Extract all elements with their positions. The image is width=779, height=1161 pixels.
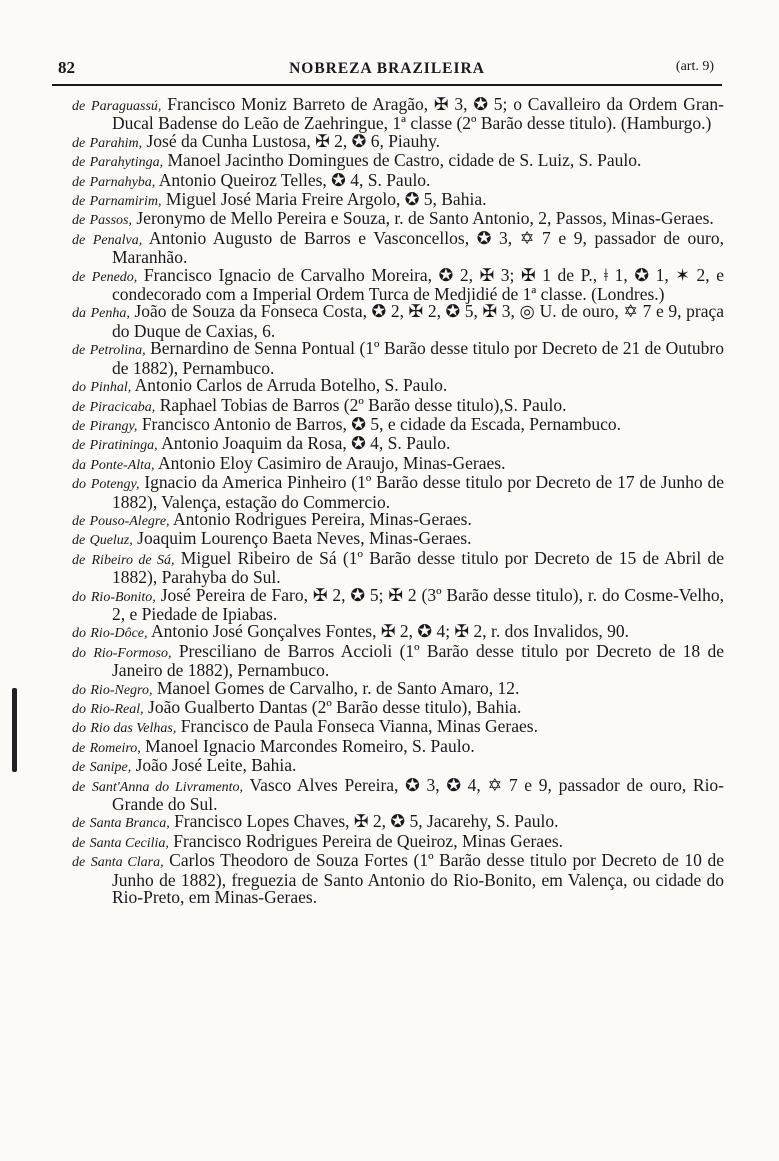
entry-title-place: Rio-Bonito, bbox=[90, 589, 156, 605]
entry-text: Manoel Jacintho Domingues de Castro, cidade de S. Luiz, S. Paulo. bbox=[167, 150, 642, 171]
entry-text: João José Leite, Bahia. bbox=[135, 755, 297, 776]
entry-title-place: Pirangy, bbox=[89, 418, 138, 434]
margin-ink-mark bbox=[12, 688, 17, 772]
entry-text: Bernardino de Senna Pontual (1º Barão desse titulo por Decreto de 21 de Outubro de 1882), Pernambuco. bbox=[112, 338, 724, 378]
entry-prefix: de bbox=[72, 740, 86, 756]
entry-text: José Pereira de Faro, ✠ 2, ✪ 5; ✠ 2 (3º Barão desse titulo), r. do Cosme-Velho, 2, e Piedade de Ipiabas. bbox=[112, 584, 724, 624]
entry-text: Miguel José Maria Freire Argolo, ✪ 5, Bahia. bbox=[165, 189, 487, 210]
entry-text: Antonio Augusto de Barros e Vasconcellos, ✪ 3, ✡ 7 e 9, passador de ouro, Maranhão. bbox=[112, 227, 724, 268]
entry bbox=[72, 774, 725, 815]
entry-title-place: Santa Branca, bbox=[89, 816, 170, 832]
entry bbox=[72, 640, 725, 681]
entry-title-place: Pinhal, bbox=[90, 380, 132, 396]
entry-prefix: de bbox=[72, 174, 86, 190]
entry-title-place: Parnamirim, bbox=[89, 194, 162, 210]
running-title: NOBREZA BRAZILEIRA bbox=[289, 60, 485, 77]
entry-prefix: do bbox=[72, 380, 86, 396]
entry bbox=[72, 547, 725, 588]
entry-prefix: de bbox=[72, 399, 86, 415]
entry-title-place: Parahytinga, bbox=[89, 155, 164, 171]
entry-text: Raphael Tobias de Barros (2º Barão desse titulo),S. Paulo. bbox=[159, 394, 567, 415]
entry bbox=[72, 227, 724, 268]
entry bbox=[72, 340, 724, 377]
entry bbox=[72, 852, 724, 906]
entry-text: Antonio José Gonçalves Fontes, ✠ 2, ✪ 4; ✠ 2, r. dos Invalidos, 90. bbox=[150, 621, 630, 642]
entry-prefix: da bbox=[72, 457, 86, 473]
entry-title-place: Potengy, bbox=[90, 477, 140, 493]
entry-title-place: Piratininga, bbox=[89, 438, 158, 454]
entry-text: Antonio Joaquim da Rosa, ✪ 4, S. Paulo. bbox=[161, 433, 451, 454]
entry-text: Jeronymo de Mello Pereira e Souza, r. de Santo Antonio, 2, Passos, Minas-Geraes. bbox=[136, 208, 714, 229]
entry-text: Manoel Ignacio Marcondes Romeiro, S. Paulo. bbox=[145, 735, 475, 756]
entry-title-place: Penalva, bbox=[92, 232, 143, 248]
entry-prefix: de bbox=[72, 816, 86, 832]
entry-text: João Gualberto Dantas (2º Barão desse titulo), Bahia. bbox=[148, 697, 522, 717]
entry bbox=[72, 474, 724, 511]
entry-title-place: Sanipe, bbox=[89, 760, 132, 776]
entry bbox=[72, 584, 724, 624]
entry-prefix: de bbox=[72, 418, 86, 434]
header-rule bbox=[52, 84, 722, 86]
entry-prefix: de bbox=[72, 835, 86, 851]
entry-prefix: de bbox=[72, 135, 86, 151]
entry-text: Vasco Alves Pereira, ✪ 3, ✪ 4, ✡ 7 e 9, passador de ouro, Rio-Grande do Sul. bbox=[112, 774, 725, 815]
entry-title-place: Rio-Negro, bbox=[90, 682, 153, 698]
entry-text: Antonio Rodrigues Pereira, Minas-Geraes. bbox=[172, 508, 472, 529]
entry-prefix: do bbox=[72, 645, 86, 661]
entry-title-place: Paraguassú, bbox=[91, 99, 162, 114]
entry-prefix: de bbox=[72, 552, 86, 568]
entry-text: Francisco Antonio de Barros, ✪ 5, e cidade da Escada, Pernambuco. bbox=[141, 413, 622, 434]
entry-prefix: de bbox=[72, 438, 86, 454]
entry-title-place: Penha, bbox=[90, 306, 130, 322]
entry-prefix: de bbox=[72, 343, 86, 359]
entry-prefix: de bbox=[72, 99, 86, 114]
entry-text: Antonio Eloy Casimiro de Araujo, Minas-Geraes. bbox=[157, 452, 506, 473]
article-note: (art. 9) bbox=[675, 59, 714, 74]
entry-text: Miguel Ribeiro de Sá (1º Barão desse titulo por Decreto de 15 de Abril de 1882), Parahyba do Sul. bbox=[112, 547, 725, 588]
entry-prefix: de bbox=[72, 194, 86, 210]
entry-text: João de Souza da Fonseca Costa, ✪ 2, ✠ 2, ✪ 5, ✠ 3, ◎ U. de ouro, ✡ 7 e 9, praça do Duque de Caxias, 6. bbox=[112, 301, 725, 341]
entry-text: Antonio Carlos de Arruda Botelho, S. Paulo. bbox=[134, 375, 448, 396]
entry-prefix: do bbox=[72, 589, 86, 605]
entry-title-place: Rio das Velhas, bbox=[90, 721, 177, 737]
entry-title-place: Parahim, bbox=[89, 135, 143, 151]
entry-title-place: Petrolina, bbox=[89, 343, 146, 359]
entry-prefix: de bbox=[72, 155, 86, 171]
entry-prefix: do bbox=[72, 626, 86, 642]
entry-title-place: Pouso-Alegre, bbox=[89, 513, 170, 529]
page-number: 82 bbox=[58, 58, 75, 77]
entry-prefix: do bbox=[72, 721, 86, 737]
entry-title-place: Queluz, bbox=[89, 533, 133, 549]
entry-prefix: do bbox=[72, 477, 86, 493]
entry-text: Francisco Moniz Barreto de Aragão, ✠ 3, ✪ 5; o Cavalleiro da Ordem Gran-Ducal Badense do Leão de Zaehringue, 1ª classe (2º Barão desse titulo). (Hamburgo.) bbox=[112, 94, 725, 134]
entry-title-place: Rio-Formoso, bbox=[93, 645, 172, 661]
entry-title-place: Passos, bbox=[89, 213, 132, 229]
entry-text: Antonio Queiroz Telles, ✪ 4, S. Paulo. bbox=[158, 169, 431, 190]
entry-prefix: de bbox=[72, 533, 86, 549]
entry-text: Francisco Lopes Chaves, ✠ 2, ✪ 5, Jacarehy, S. Paulo. bbox=[174, 811, 559, 832]
entry-prefix: do bbox=[72, 702, 86, 717]
entry-title-place: Sant'Anna do Livramento, bbox=[91, 779, 244, 795]
entry-prefix: de bbox=[72, 855, 86, 871]
entry bbox=[72, 96, 724, 133]
entry-title-place: Romeiro, bbox=[89, 740, 141, 756]
entry bbox=[72, 303, 724, 340]
entry-title-place: Santa Clara, bbox=[90, 855, 164, 871]
entry-list bbox=[72, 96, 724, 906]
entry-text: Presciliano de Barros Accioli (1º Barão desse titulo por Decreto de 18 de Janeiro de 1882), Pernambuco. bbox=[112, 640, 725, 681]
entry-prefix: do bbox=[72, 682, 86, 698]
entry-text: José da Cunha Lustosa, ✠ 2, ✪ 6, Piauhy. bbox=[146, 130, 441, 151]
entry-prefix: de bbox=[72, 213, 86, 229]
entry-prefix: de bbox=[72, 269, 86, 285]
entry-title-place: Rio-Real, bbox=[90, 702, 144, 717]
entry-text: Francisco Ignacio de Carvalho Moreira, ✪ 2, ✠ 3; ✠ 1 de P., ǂ 1, ✪ 1, ✶ 2, e condecorado com a Imperial Ordem Turca de Medjidié de 1ª classe. (Londres.) bbox=[112, 264, 725, 305]
entry-text: Joaquim Lourenço Baeta Neves, Minas-Geraes. bbox=[137, 528, 472, 549]
entry-prefix: de bbox=[72, 513, 86, 529]
entry-title-place: Ribeiro de Sá, bbox=[91, 552, 175, 568]
page-header bbox=[52, 58, 722, 82]
entry-prefix: da bbox=[72, 306, 86, 322]
entry-title-place: Penedo, bbox=[91, 269, 138, 285]
entry-title-place: Ponte-Alta, bbox=[90, 457, 155, 473]
entry-title-place: Parnahyba, bbox=[89, 174, 156, 190]
entry bbox=[72, 264, 725, 305]
entry-text: Francisco de Paula Fonseca Vianna, Minas Geraes. bbox=[180, 716, 538, 737]
entry-title-place: Santa Cecilia, bbox=[89, 835, 169, 851]
entry-title-place: Rio-Dôce, bbox=[90, 626, 148, 642]
entry-prefix: de bbox=[72, 760, 86, 776]
entry-prefix: de bbox=[72, 779, 86, 795]
entry-text: Francisco Rodrigues Pereira de Queiroz, Minas Geraes. bbox=[173, 830, 564, 851]
entry-text: Manoel Gomes de Carvalho, r. de Santo Amaro, 12. bbox=[156, 677, 520, 698]
entry-text: Carlos Theodoro de Souza Fortes (1º Barão desse titulo por Decreto de 10 de Junho de 1882), freguezia de Santo Antonio do Rio-Bonito, em Valença, ou cidade do Rio-Preto, em Minas-Geraes. bbox=[112, 850, 724, 908]
entry-text: Ignacio da America Pinheiro (1º Barão desse titulo por Decreto de 17 de Junho de 1882), Valença, estação do Commercio. bbox=[112, 472, 725, 512]
entry-title-place: Piracicaba, bbox=[89, 399, 156, 415]
entry-prefix: de bbox=[72, 232, 86, 248]
